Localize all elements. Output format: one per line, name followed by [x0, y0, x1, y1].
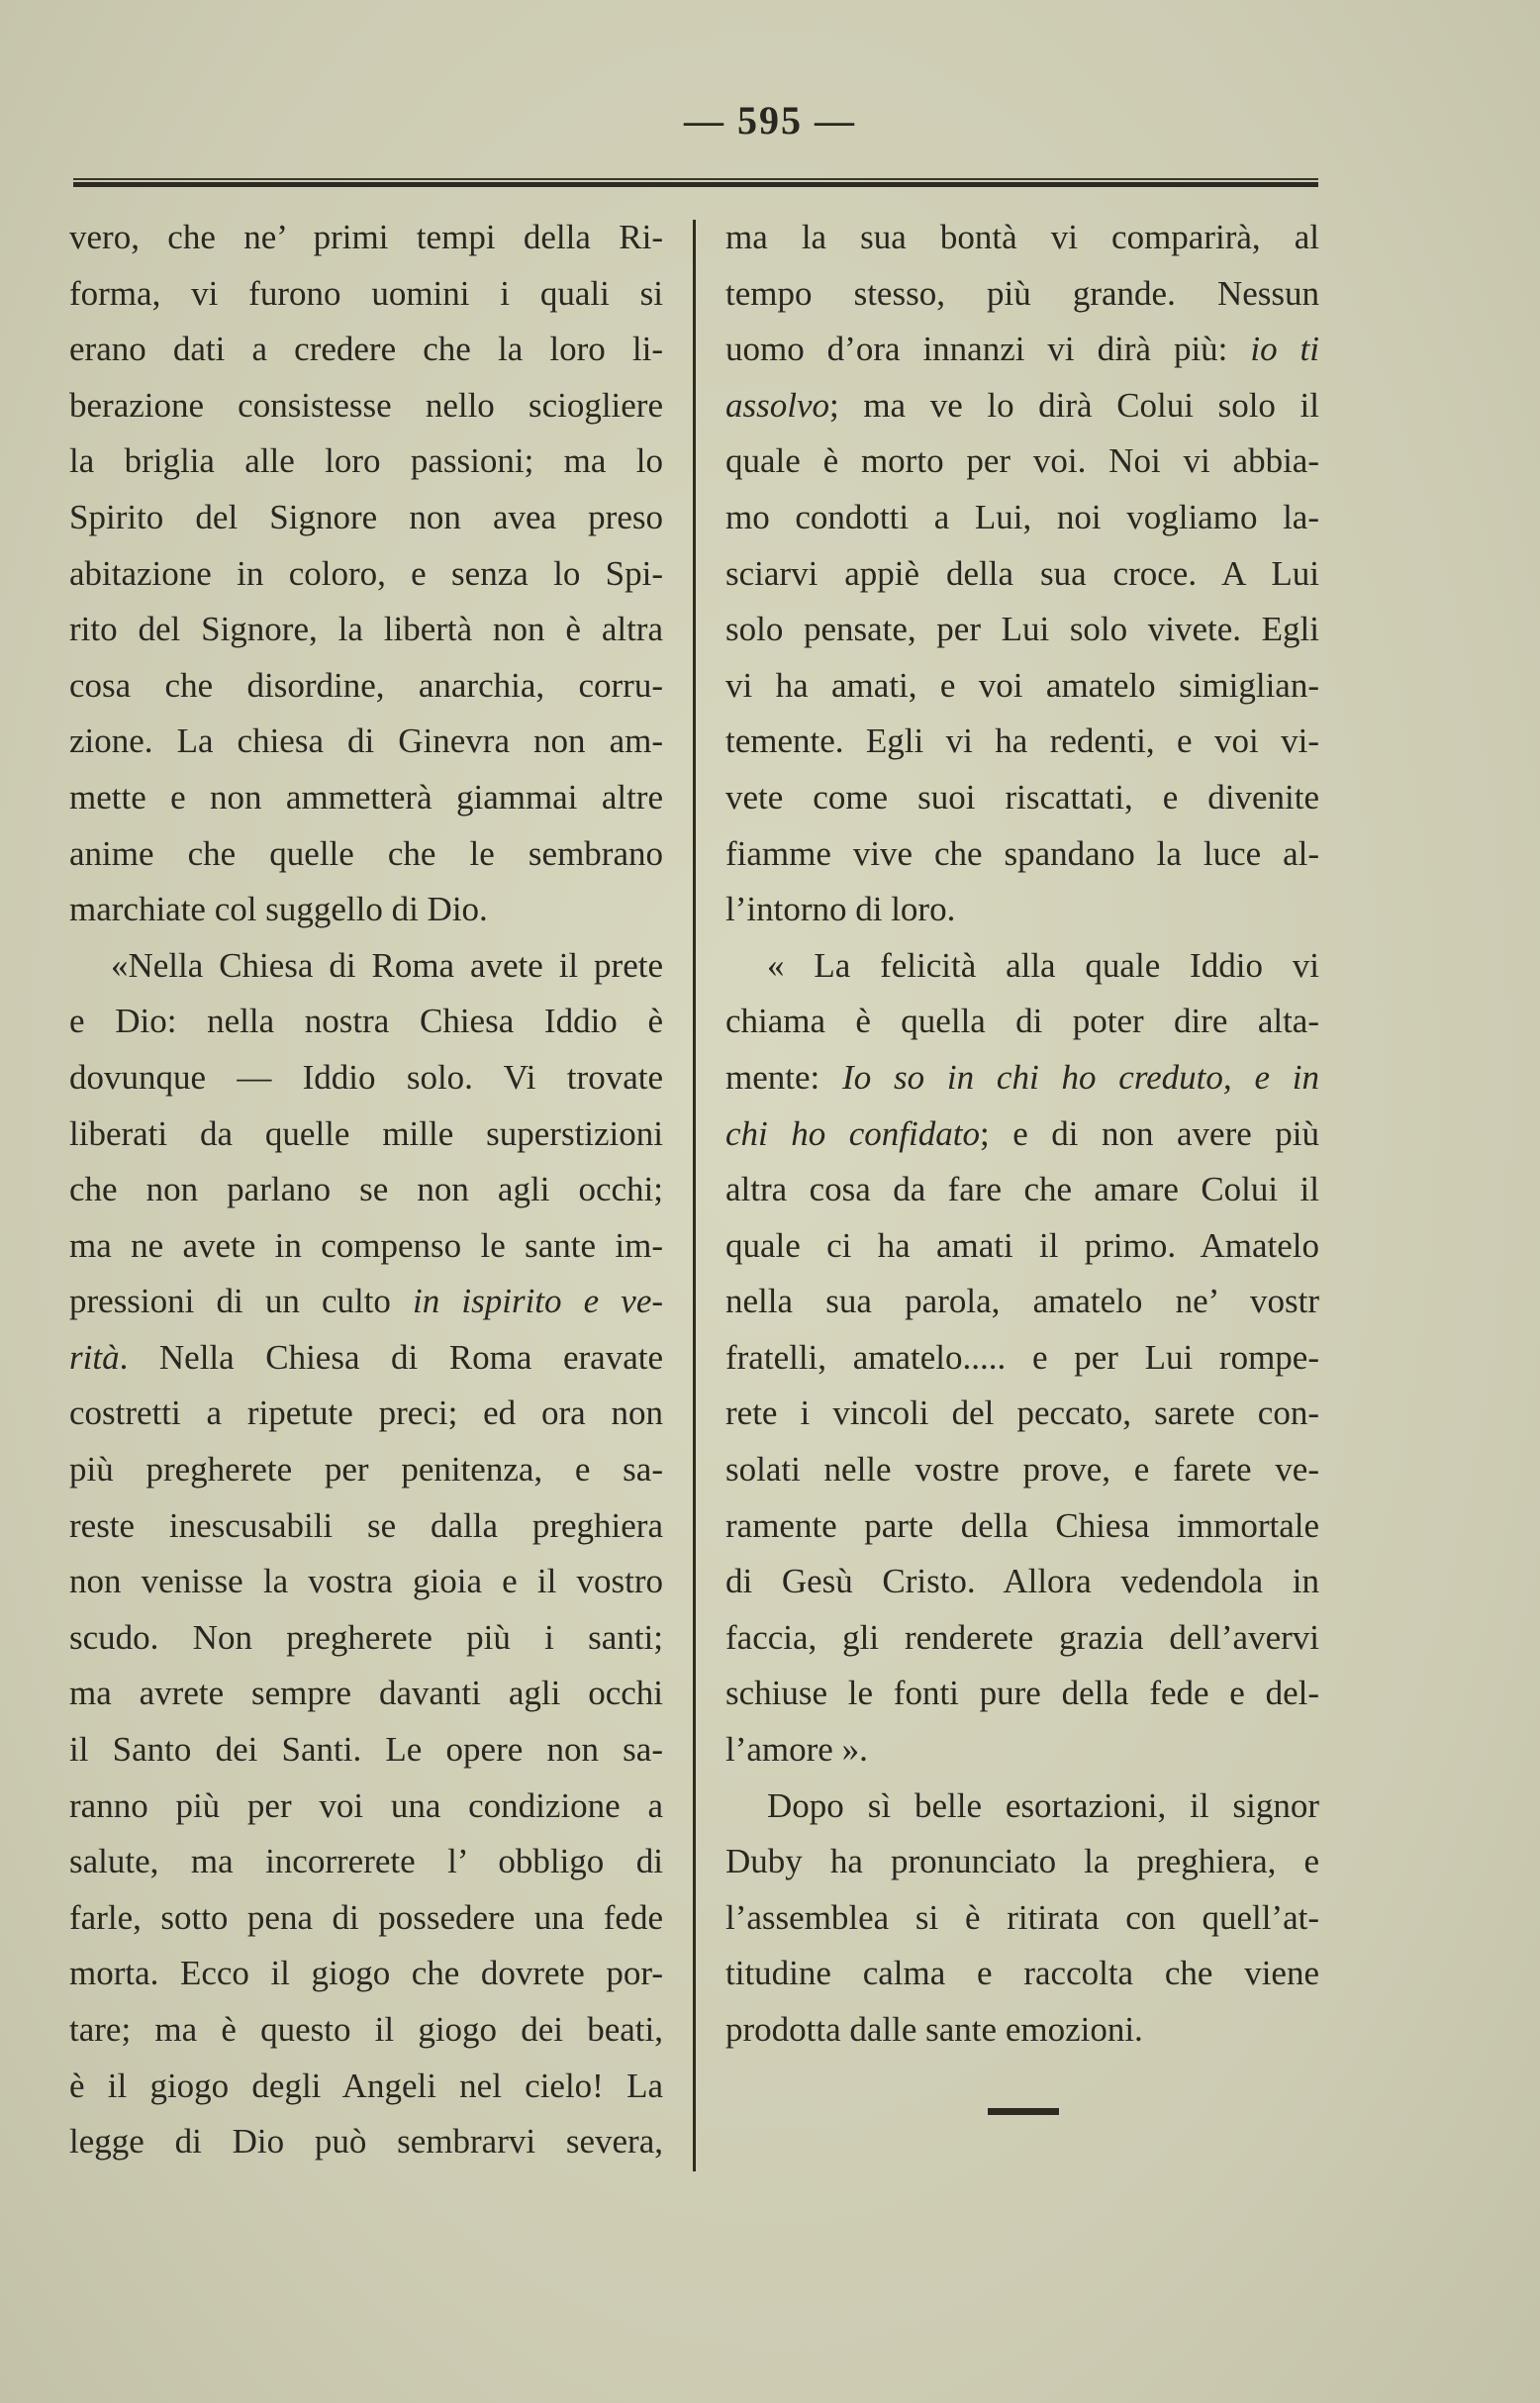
text-line: [725, 378, 1319, 434]
line-text: ramente parte della Chiesa immortale: [725, 1505, 1319, 1545]
line-text: solo pensate, per Lui solo vivete. Egli: [725, 610, 1319, 649]
text-line: [725, 1498, 1319, 1555]
text-line: [69, 658, 663, 715]
text-line: [725, 1050, 1319, 1106]
column-divider: [693, 220, 696, 2171]
line-text: morta. Ecco il giogo che dovrete por-: [69, 1954, 663, 1993]
text-line: [725, 1834, 1319, 1890]
text-line: [725, 1330, 1319, 1387]
line-text: marchiate col suggello di Dio.: [69, 890, 488, 929]
page-number: — 595 —: [684, 98, 856, 143]
line-text: schiuse le fonti pure della fede e del-: [725, 1674, 1319, 1713]
italic-text: io ti: [1250, 330, 1319, 369]
text-line: [725, 1386, 1319, 1442]
italic-text: rità: [69, 1337, 120, 1377]
text-line: [69, 1834, 663, 1890]
italic-text: chi ho confidato: [725, 1113, 980, 1153]
line-text: nella sua parola, amatelo ne’ vostr: [725, 1282, 1319, 1321]
text-line: [69, 1330, 663, 1387]
line-text: mente:: [725, 1057, 843, 1097]
line-text: altra cosa da fare che amare Colui il: [725, 1170, 1319, 1209]
line-text: l’intorno di loro.: [725, 890, 956, 929]
text-line: [725, 1610, 1319, 1667]
line-text: . Nella Chiesa di Roma eravate: [119, 1337, 663, 1377]
text-line: [725, 1274, 1319, 1330]
line-text: anime che quelle che le sembrano: [69, 833, 663, 873]
text-line: [725, 938, 1319, 995]
line-text: rito del Signore, la libertà non è altra: [69, 610, 663, 649]
line-text: Spirito del Signore non avea preso: [69, 497, 663, 536]
text-line: [69, 1218, 663, 1275]
text-line: [69, 490, 663, 546]
line-text: farle, sotto pena di possedere una fede: [69, 1897, 663, 1937]
line-text: fiamme vive che spandano la luce al-: [725, 833, 1319, 873]
text-line: [69, 938, 663, 995]
line-text: solati nelle vostre prove, e farete ve-: [725, 1450, 1319, 1490]
text-line: [725, 490, 1319, 546]
text-line: [69, 1106, 663, 1163]
text-line: [69, 1498, 663, 1555]
text-line: [725, 266, 1319, 323]
text-line: [69, 322, 663, 378]
text-line: [725, 826, 1319, 883]
text-line: [69, 1722, 663, 1778]
line-text: abitazione in coloro, e senza lo Spi-: [69, 553, 663, 593]
text-line: [69, 1050, 663, 1106]
line-text: zione. La chiesa di Ginevra non am-: [69, 721, 663, 761]
line-text: mette e non ammetterà giammai altre: [69, 777, 663, 817]
line-text: « La felicità alla quale Iddio vi: [767, 945, 1319, 985]
text-line: [69, 1666, 663, 1722]
line-text: di Gesù Cristo. Allora vedendola in: [725, 1562, 1319, 1601]
text-line: [725, 433, 1319, 490]
text-line: [69, 2059, 663, 2115]
text-line: [725, 770, 1319, 826]
text-line: [69, 1946, 663, 2002]
text-line: [725, 994, 1319, 1050]
line-text: salute, ma incorrerete l’ obbligo di: [69, 1842, 663, 1881]
line-text: il Santo dei Santi. Le opere non sa-: [69, 1730, 663, 1770]
text-line: [725, 546, 1319, 603]
italic-text: Io so in chi ho creduto, e in: [842, 1057, 1319, 1097]
line-text: faccia, gli renderete grazia dell’avervi: [725, 1617, 1319, 1657]
line-text: scudo. Non pregherete più i santi;: [69, 1617, 663, 1657]
line-text: ; e di non avere più: [979, 1113, 1319, 1153]
line-text: non venisse la vostra gioia e il vostro: [69, 1562, 663, 1601]
text-line: [69, 1442, 663, 1498]
text-line: [69, 2002, 663, 2059]
end-ornament-rule: [988, 2108, 1059, 2115]
text-line: [725, 1218, 1319, 1275]
text-line: [69, 266, 663, 323]
text-line: [69, 1274, 663, 1330]
line-text: berazione consistesse nello sciogliere: [69, 385, 663, 425]
text-line: [725, 602, 1319, 658]
line-text: tempo stesso, più grande. Nessun: [725, 273, 1319, 313]
text-line: [725, 1778, 1319, 1835]
line-text: uomo d’ora innanzi vi dirà più:: [725, 330, 1251, 369]
text-line: [725, 1722, 1319, 1778]
text-line: [725, 1890, 1319, 1947]
text-line: [69, 1554, 663, 1610]
text-line: [725, 1946, 1319, 2002]
text-line: [725, 882, 1319, 938]
line-text: sciarvi appiè della sua croce. A Lui: [725, 553, 1319, 593]
text-line: [69, 378, 663, 434]
line-text: vi ha amati, e voi amatelo simiglian-: [725, 665, 1319, 705]
text-line: [69, 2114, 663, 2170]
text-line: [725, 210, 1319, 266]
line-text: legge di Dio può sembrarvi severa,: [69, 2122, 663, 2162]
line-text: la briglia alle loro passioni; ma lo: [69, 441, 663, 481]
text-line: [725, 1442, 1319, 1498]
text-line: [725, 1554, 1319, 1610]
header-rule-thick: [73, 182, 1318, 187]
line-text: e Dio: nella nostra Chiesa Iddio è: [69, 1002, 663, 1041]
line-text: quale è morto per voi. Noi vi abbia-: [725, 441, 1319, 481]
text-line: [69, 433, 663, 490]
line-text: l’assemblea si è ritirata con quell’at-: [725, 1897, 1319, 1937]
line-text: ma ne avete in compenso le sante im-: [69, 1225, 663, 1265]
text-line: [69, 602, 663, 658]
italic-text: in ispirito e ve-: [413, 1282, 664, 1321]
text-line: [69, 826, 663, 883]
text-line: [69, 770, 663, 826]
right-text-column: [725, 210, 1319, 2059]
line-text: ranno più per voi una condizione a: [69, 1785, 663, 1825]
text-line: [69, 1386, 663, 1442]
line-text: pressioni di un culto: [69, 1282, 414, 1321]
line-text: l’amore ».: [725, 1730, 868, 1770]
text-line: [725, 1106, 1319, 1163]
line-text: Dopo sì belle esortazioni, il signor: [767, 1785, 1319, 1825]
line-text: forma, vi furono uomini i quali si: [69, 273, 663, 313]
line-text: mo condotti a Lui, noi vogliamo la-: [725, 497, 1319, 536]
line-text: «Nella Chiesa di Roma avete il prete: [111, 945, 663, 985]
text-line: [725, 2002, 1319, 2059]
line-text: prodotta dalle sante emozioni.: [725, 2010, 1143, 2049]
text-line: [69, 994, 663, 1050]
text-line: [725, 322, 1319, 378]
line-text: ma la sua bontà vi comparirà, al: [725, 218, 1319, 256]
text-line: [69, 1610, 663, 1667]
left-text-column: [69, 210, 663, 2170]
line-text: titudine calma e raccolta che viene: [725, 1954, 1319, 1993]
line-text: più pregherete per penitenza, e sa-: [69, 1450, 663, 1490]
line-text: liberati da quelle mille superstizioni: [69, 1113, 663, 1153]
line-text: vete come suoi riscattati, e divenite: [725, 777, 1319, 817]
line-text: Duby ha pronunciato la preghiera, e: [725, 1842, 1319, 1881]
line-text: cosa che disordine, anarchia, corru-: [69, 665, 663, 705]
text-line: [69, 1890, 663, 1947]
italic-text: assolvo: [725, 385, 829, 425]
text-line: [725, 1162, 1319, 1218]
line-text: dovunque — Iddio solo. Vi trovate: [69, 1057, 663, 1097]
text-line: [69, 1162, 663, 1218]
text-line: [69, 546, 663, 603]
text-line: [69, 882, 663, 938]
line-text: tare; ma è questo il giogo dei beati,: [69, 2010, 663, 2049]
line-text: quale ci ha amati il primo. Amatelo: [725, 1225, 1319, 1265]
text-line: [725, 658, 1319, 715]
text-line: [69, 714, 663, 770]
line-text: che non parlano se non agli occhi;: [69, 1170, 663, 1209]
line-text: temente. Egli vi ha redenti, e voi vi-: [725, 721, 1319, 761]
line-text: ; ma ve lo dirà Colui solo il: [829, 385, 1319, 425]
line-text: reste inescusabili se dalla preghiera: [69, 1505, 663, 1545]
line-text: rete i vincoli del peccato, sarete con-: [725, 1394, 1319, 1433]
text-line: [725, 1666, 1319, 1722]
header-rule-thin: [73, 178, 1318, 180]
text-line: [69, 210, 663, 266]
text-line: [69, 1778, 663, 1835]
line-text: fratelli, amatelo..... e per Lui rompe-: [725, 1337, 1319, 1377]
line-text: è il giogo degli Angeli nel cielo! La: [69, 2066, 663, 2105]
line-text: vero, che ne’ primi tempi della Ri-: [69, 218, 663, 256]
line-text: erano dati a credere che la loro li-: [69, 330, 663, 369]
line-text: ma avrete sempre davanti agli occhi: [69, 1674, 663, 1713]
line-text: chiama è quella di poter dire alta-: [725, 1002, 1319, 1041]
text-line: [725, 714, 1319, 770]
line-text: costretti a ripetute preci; ed ora non: [69, 1394, 663, 1433]
